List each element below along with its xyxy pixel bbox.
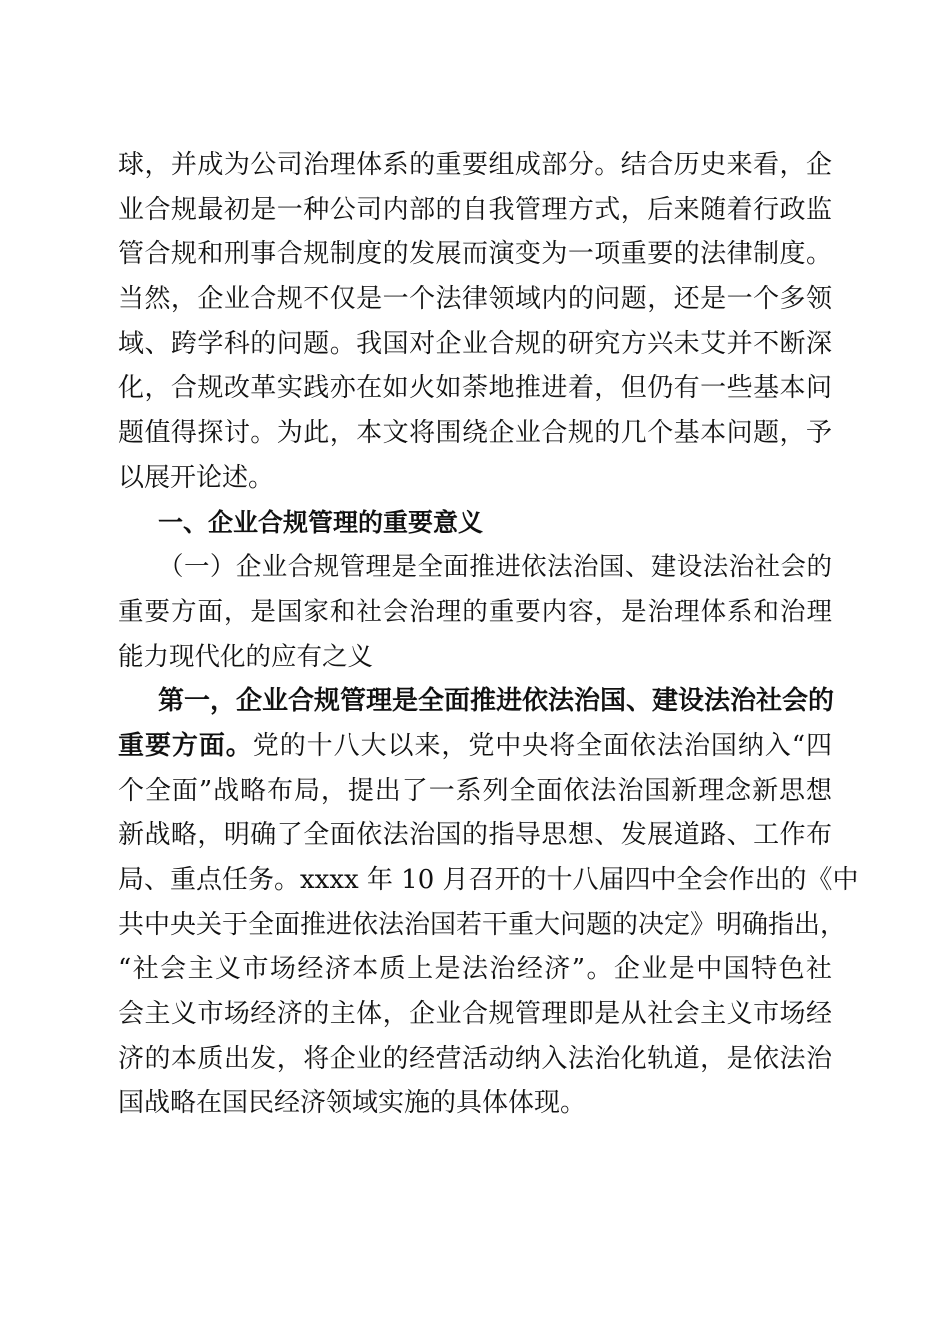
intro-line: 题值得探讨。为此，本文将围绕企业合规的几个基本问题，予 bbox=[118, 418, 832, 449]
intro-line: 化，合规改革实践亦在如火如荼地推进着，但仍有一些基本问 bbox=[118, 373, 832, 404]
intro-line: 管合规和刑事合规制度的发展而演变为一项重要的法律制度。 bbox=[118, 239, 832, 270]
section-heading: 一、企业合规管理的重要意义 bbox=[158, 507, 484, 537]
paragraph-line bbox=[118, 724, 832, 769]
intro-line: 当然，企业合规不仅是一个法律领域内的问题，还是一个多领 bbox=[118, 284, 832, 315]
subsection-heading-line: （一）企业合规管理是全面推进依法治国、建设法治社会的 bbox=[158, 552, 832, 583]
subsection-heading-line: 重要方面，是国家和社会治理的重要内容，是治理体系和治理 bbox=[118, 596, 832, 627]
paragraph-line: 新战略，明确了全面依法治国的指导思想、发展道路、工作布 bbox=[118, 820, 832, 851]
intro-line: 域、跨学科的问题。我国对企业合规的研究方兴未艾并不断深 bbox=[118, 328, 832, 359]
paragraph-line: 共中央关于全面推进依法治国若干重大问题的决定》明确指出， bbox=[118, 909, 847, 940]
paragraph-line: 局、重点任务。xxxx 年 10 月召开的十八届四中全会作出的《中 bbox=[118, 865, 859, 895]
paragraph-line: 济的本质出发，将企业的经营活动纳入法治化轨道，是依法治 bbox=[118, 1043, 832, 1074]
paragraph-lead-bold-end: 重要方面。 bbox=[118, 730, 253, 761]
paragraph-line: 个全面”战略布局，提出了一系列全面依法治国新理念新思想 bbox=[118, 775, 832, 806]
subsection-heading-line: 能力现代化的应有之义 bbox=[118, 641, 374, 672]
intro-line: 以展开论述。 bbox=[118, 462, 275, 493]
paragraph-line: 会主义市场经济的主体，企业合规管理即是从社会主义市场经 bbox=[118, 999, 832, 1030]
paragraph-line-text: 党的十八大以来，党中央将全面依法治国纳入“四 bbox=[252, 730, 832, 761]
document-page bbox=[118, 143, 859, 1126]
intro-line: 球，并成为公司治理体系的重要组成部分。结合历史来看，企 bbox=[118, 150, 832, 180]
paragraph-lead-bold: 第一，企业合规管理是全面推进依法治国、建设法治社会的 bbox=[158, 686, 835, 717]
intro-line: 业合规最初是一种公司内部的自我管理方式，后来随着行政监 bbox=[118, 194, 832, 225]
paragraph-line: 国战略在国民经济领域实施的具体体现。 bbox=[118, 1088, 587, 1119]
paragraph-line: “社会主义市场经济本质上是法治经济”。企业是中国特色社 bbox=[118, 954, 832, 985]
